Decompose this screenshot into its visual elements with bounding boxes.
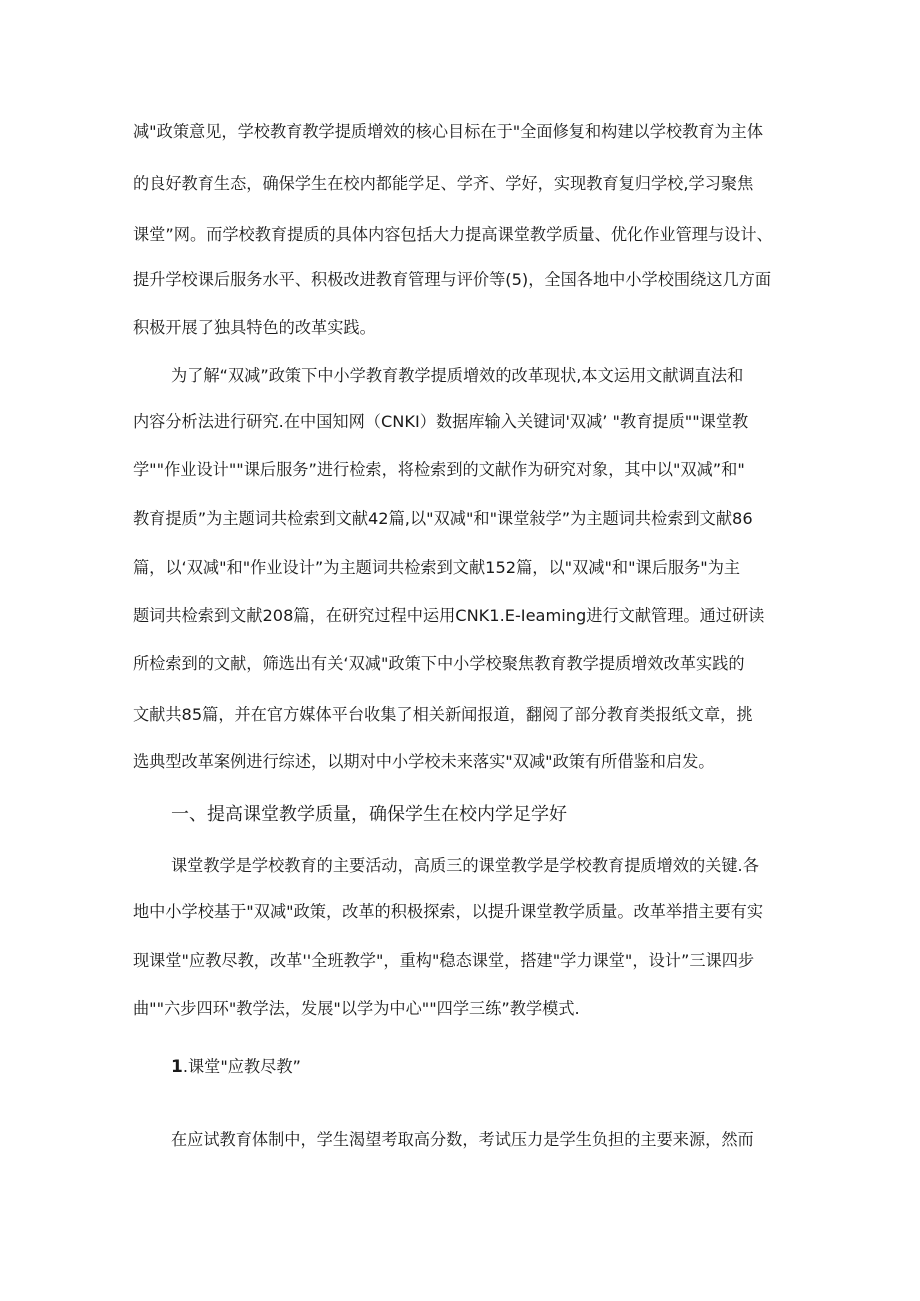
- paragraph-line: 学""作业设计""课后服务”进行检索，将检索到的文献作为研究对象，其中以"双减”和": [133, 460, 745, 479]
- paragraph-line: 在应试教育体制中，学生渴望考取高分数，考试压力是学生负担的主要来源，然而: [171, 1130, 754, 1149]
- paragraph-line: 课堂教学是学校教育的主要活动，高质三的课堂教学是学校教育提质增效的关键.各: [171, 856, 759, 875]
- paragraph-line: 地中小学校基于"双减"政策，改革的积极探索，以提升课堂教学质量。改革举措主要有实: [133, 902, 764, 921]
- paragraph-line: 所检索到的文献，筛选出有关‘双减"政策下中小学校聚焦教育教学提质增效改革实践的: [133, 654, 745, 673]
- paragraph-line: 教育提质”为主题词共检索到文献42篇,以"双减"和"课堂敍学”为主题词共检索到文献86: [133, 509, 753, 528]
- paragraph-line: 积极开展了独具特色的改革实践。: [133, 318, 376, 337]
- paragraph-line: 减"政策意见，学校教育教学提质增效的核心目标在于"全面修复和构建以学校教育为主体: [133, 122, 764, 141]
- paragraph-line: 为了解“双减”政策下中小学教育教学提质增效的改革现状,本文运用文献调直法和: [171, 366, 744, 385]
- paragraph-line: 题词共检索到文献208篇，在研究过程中运用CNK1.E-Ieaming进行文献管理。通过研读: [133, 606, 765, 625]
- paragraph-line: 选典型改革案例进行综述，以期对中小学校未来落实"双减"政策有所借鉴和启发。: [133, 752, 715, 771]
- subsection-heading: [171, 1057, 301, 1077]
- paragraph-line: 提升学校课后服务水平、积极改进教育管理与评价等(5)，全国各地中小学校围绕这几方面: [133, 270, 772, 289]
- paragraph-line: 篇，以‘双减"和"作业设计”为主题词共检索到文献152篇，以"双减"和"课后服务"为主: [133, 558, 741, 577]
- subsection-title: .课堂"应教尽教”: [182, 1057, 301, 1076]
- subsection-number: 1: [171, 1057, 183, 1077]
- paragraph-line: 曲""六步四环"教学法，发展"以学为中心""四学三练”教学模式.: [133, 999, 580, 1018]
- section-heading: 一、提高课堂教学质量，确保学生在校内学足学好: [171, 804, 567, 825]
- paragraph-line: 的良好教育生态，确保学生在校内都能学足、学齐、学好，实现教育复归学校,学习聚焦: [133, 174, 754, 193]
- paragraph-line: 内容分析法进行研究.在中国知网（CNKI）数据库输入关键词'双减’ "教育提质""课堂教: [133, 412, 749, 431]
- paragraph-line: 现课堂"应教尽教，改革''全班教学"，重构"稳态课堂，搭建"学力课堂"，设计”三课四步: [133, 951, 755, 970]
- paragraph-line: 课堂”网。而学校教育提质的具体内容包括大力提高课堂教学质量、优化作业管理与设计、: [133, 225, 773, 244]
- paragraph-line: 文献共85篇，并在官方媒体平台收集了相关新闻报道，翻阅了部分教育类报纸文章，挑: [133, 705, 753, 724]
